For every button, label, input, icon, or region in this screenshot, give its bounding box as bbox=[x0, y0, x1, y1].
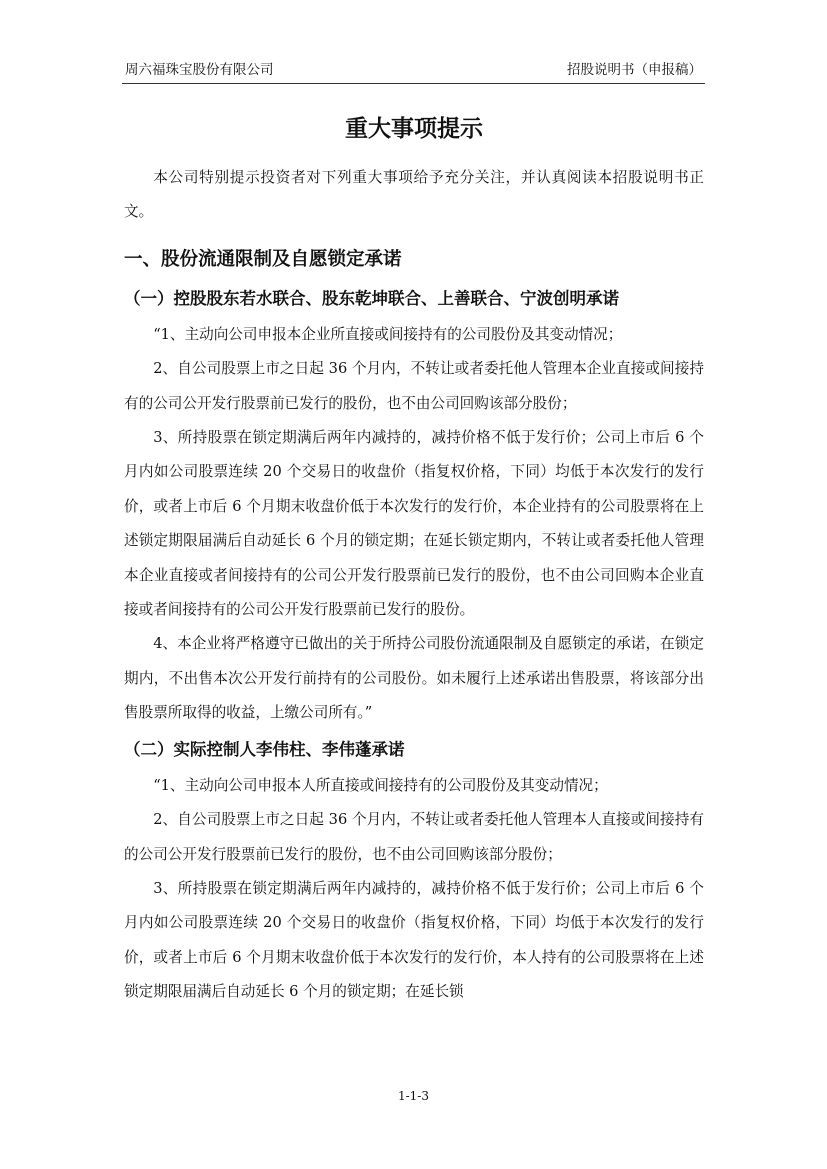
paragraph: 2、自公司股票上市之日起 36 个月内，不转让或者委托他人管理本企业直接或间接持有的公司公开发行股票前已发行的股份，也不由公司回购该部分股份； bbox=[124, 360, 704, 412]
paragraph: 4、本企业将严格遵守已做出的关于所持公司股份流通限制及自愿锁定的承诺，在锁定期内，不出售本次公开发行前持有的公司股份。如未履行上述承诺出售股票，将该部分出售股票所取得的收益，上缴公司所有。” bbox=[124, 635, 704, 722]
page-title: 重大事项提示 bbox=[345, 115, 483, 142]
header-divider bbox=[122, 83, 705, 84]
page-header bbox=[125, 60, 702, 80]
header-company-name: 周六福珠宝股份有限公司 bbox=[125, 62, 274, 78]
paragraph: 2、自公司股票上市之日起 36 个月内，不转让或者委托他人管理本人直接或间接持有的公司公开发行股票前已发行的股份，也不由公司回购该部分股份； bbox=[124, 811, 704, 863]
paragraph: 3、所持股票在锁定期满后两年内减持的，减持价格不低于发行价；公司上市后 6 个月内如公司股票连续 20 个交易日的收盘价（指复权价格，下同）均低于本次发行的发行价，或者上市后 6 个月期末收盘价低于本次发行的发行价，本企业持有的公司股票将在上述锁定期限届满后自动延长 6 个月的锁定期；在延长锁定期内，不转让或者委托他人管理本企业直接或者间接持有的公司公开发行股票前已发行的股份，也不由公司回购本企业直接或者间接持有的公司公开发行股票前已发行的股份。 bbox=[124, 429, 704, 619]
header-document-type: 招股说明书（申报稿） bbox=[567, 62, 702, 78]
page-number: 1-1-3 bbox=[397, 1089, 429, 1103]
subsection-heading-shareholders: （一）控股股东若水联合、股东乾坤联合、上善联合、宁波创明承诺 bbox=[124, 288, 619, 308]
subsection-heading-controllers: （二）实际控制人李伟柱、李伟蓬承诺 bbox=[124, 739, 405, 759]
paragraph: “1、主动向公司申报本企业所直接或间接持有的公司股份及其变动情况； bbox=[153, 325, 623, 343]
paragraph: “1、主动向公司申报本人所直接或间接持有的公司股份及其变动情况； bbox=[153, 776, 608, 794]
paragraph: 3、所持股票在锁定期满后两年内减持的，减持价格不低于发行价；公司上市后 6 个月内如公司股票连续 20 个交易日的收盘价（指复权价格，下同）均低于本次发行的发行价，或者上市后 6 个月期末收盘价低于本次发行的发行价，本人持有的公司股票将在上述锁定期限届满后自动延长 6 个月的锁定期；在延长锁 bbox=[124, 879, 704, 1001]
intro-paragraph: 本公司特别提示投资者对下列重大事项给予充分关注，并认真阅读本招股说明书正文。 bbox=[124, 169, 704, 221]
document-body bbox=[124, 113, 704, 1010]
section-heading-share-lockup: 一、股份流通限制及自愿锁定承诺 bbox=[124, 248, 402, 270]
